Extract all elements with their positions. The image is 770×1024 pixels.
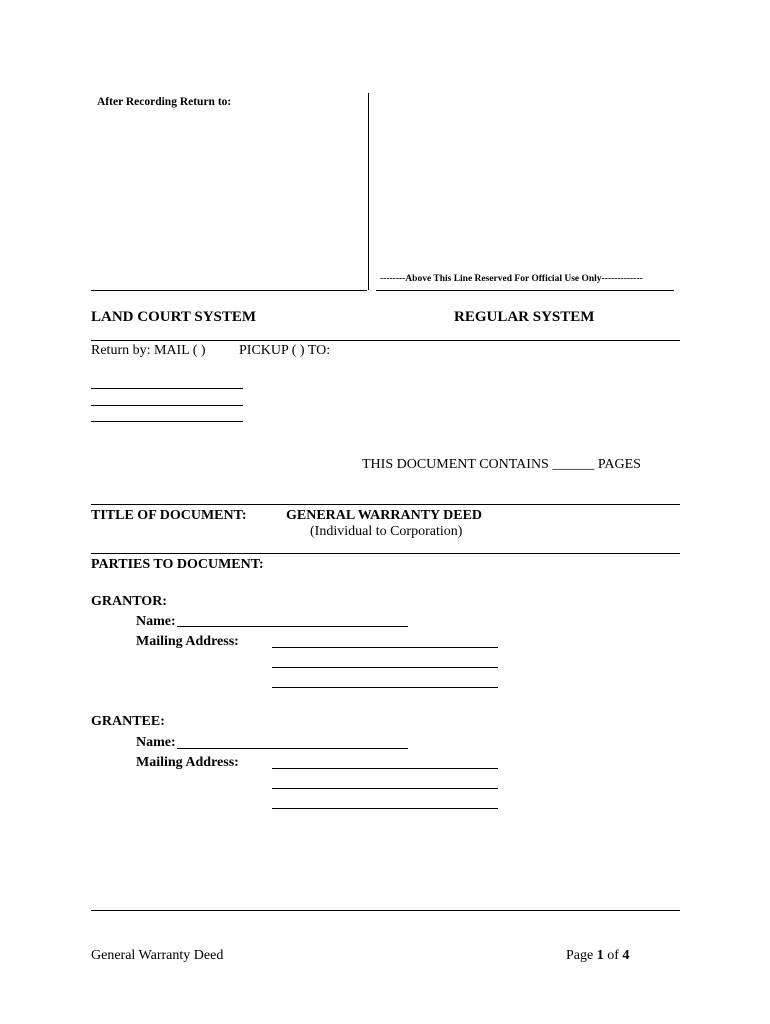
grantor-address-label: Mailing Address: (136, 634, 239, 649)
grantee-address-line-3[interactable] (272, 808, 498, 809)
title-section-top-rule (91, 504, 680, 505)
return-address-line-1[interactable] (91, 388, 243, 389)
document-subtitle: (Individual to Corporation) (310, 524, 463, 539)
grantor-name-field[interactable] (177, 626, 408, 627)
return-by-mail: Return by: MAIL ( ) (91, 343, 206, 358)
grantee-address-line-2[interactable] (272, 788, 498, 789)
page-of: of (603, 948, 623, 963)
grantee-name-label: Name: (136, 735, 176, 750)
systems-divider (91, 340, 680, 341)
land-court-system-label: LAND COURT SYSTEM (91, 309, 257, 325)
grantor-address-line-1[interactable] (272, 647, 498, 648)
recording-box-bottom-left (91, 290, 367, 291)
grantee-name-field[interactable] (177, 748, 408, 749)
page-total: 4 (622, 948, 630, 963)
grantee-address-label: Mailing Address: (136, 755, 239, 770)
page-count-statement: THIS DOCUMENT CONTAINS ______ PAGES (362, 457, 641, 472)
grantor-address-line-3[interactable] (272, 687, 498, 688)
grantor-address-line-2[interactable] (272, 667, 498, 668)
official-use-notice: --------Above This Line Reserved For Official Use Only------------- (380, 274, 643, 284)
grantor-label: GRANTOR: (91, 594, 167, 609)
official-use-line (376, 290, 674, 291)
return-address-line-2[interactable] (91, 405, 243, 406)
return-by-pickup: PICKUP ( ) TO: (239, 343, 331, 358)
grantor-name-label: Name: (136, 614, 176, 629)
document-title: GENERAL WARRANTY DEED (286, 508, 483, 523)
page-prefix: Page (566, 948, 597, 963)
grantee-label: GRANTEE: (91, 714, 165, 729)
recording-box-divider (368, 93, 369, 290)
page-current: 1 (596, 948, 604, 963)
parties-section-top-rule (91, 553, 680, 554)
footer-document-name: General Warranty Deed (91, 948, 224, 963)
return-to-label: After Recording Return to: (97, 96, 232, 108)
parties-label: PARTIES TO DOCUMENT: (91, 557, 264, 572)
grantee-address-line-1[interactable] (272, 768, 498, 769)
page-number (566, 948, 629, 964)
return-address-line-3[interactable] (91, 421, 243, 422)
title-of-document-label: TITLE OF DOCUMENT: (91, 508, 247, 523)
footer-rule (91, 910, 680, 911)
regular-system-label: REGULAR SYSTEM (454, 309, 595, 325)
